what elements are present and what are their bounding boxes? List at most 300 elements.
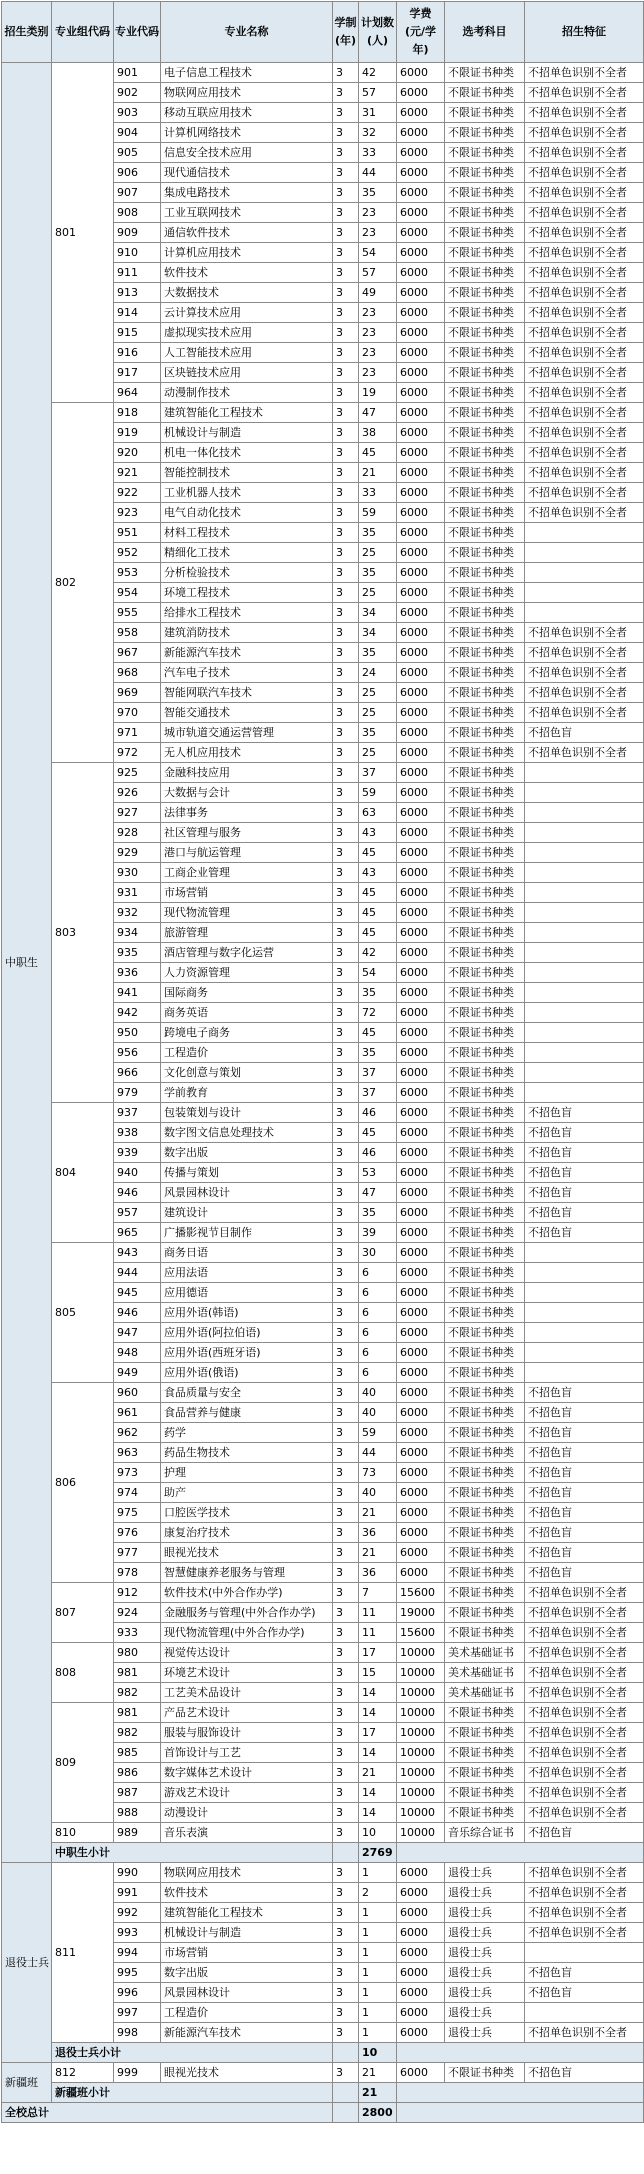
tuition-cell: 6000 — [397, 243, 445, 263]
major-code-cell: 909 — [114, 223, 161, 243]
major-name-cell: 区块链技术应用 — [161, 363, 333, 383]
major-name-cell: 城市轨道交通运营管理 — [161, 723, 333, 743]
major-name-cell: 国际商务 — [161, 983, 333, 1003]
major-code-cell: 968 — [114, 663, 161, 683]
feature-cell: 不招色盲 — [525, 1563, 644, 1583]
plan-count-cell: 25 — [359, 543, 397, 563]
major-code-cell: 905 — [114, 143, 161, 163]
plan-count-cell: 47 — [359, 403, 397, 423]
duration-cell: 3 — [333, 203, 359, 223]
plan-count-cell: 14 — [359, 1683, 397, 1703]
plan-count-cell: 1 — [359, 1903, 397, 1923]
major-name-cell: 应用德语 — [161, 1283, 333, 1303]
tuition-cell: 6000 — [397, 1563, 445, 1583]
subject-cell: 不限证书种类 — [445, 483, 525, 503]
major-code-cell: 902 — [114, 83, 161, 103]
major-name-cell: 应用外语(阿拉伯语) — [161, 1323, 333, 1343]
major-code-cell: 921 — [114, 463, 161, 483]
tuition-cell: 6000 — [397, 1383, 445, 1403]
plan-count-cell: 6 — [359, 1343, 397, 1363]
plan-count-cell: 35 — [359, 723, 397, 743]
header-feature: 招生特征 — [525, 2, 644, 63]
subject-cell: 不限证书种类 — [445, 703, 525, 723]
feature-cell — [525, 963, 644, 983]
major-code-cell: 907 — [114, 183, 161, 203]
subject-cell: 音乐综合证书 — [445, 1823, 525, 1843]
subject-cell: 不限证书种类 — [445, 403, 525, 423]
total-spacer — [333, 2103, 359, 2123]
plan-count-cell: 44 — [359, 163, 397, 183]
duration-cell: 3 — [333, 1983, 359, 2003]
category-cell: 中职生 — [2, 63, 52, 1863]
tuition-cell: 6000 — [397, 903, 445, 923]
major-code-cell: 930 — [114, 863, 161, 883]
tuition-cell: 6000 — [397, 443, 445, 463]
major-name-cell: 建筑设计 — [161, 1203, 333, 1223]
feature-cell — [525, 2003, 644, 2023]
subject-cell: 不限证书种类 — [445, 463, 525, 483]
duration-cell: 3 — [333, 1543, 359, 1563]
tuition-cell: 6000 — [397, 1523, 445, 1543]
subject-cell: 不限证书种类 — [445, 823, 525, 843]
major-code-cell: 910 — [114, 243, 161, 263]
major-code-cell: 969 — [114, 683, 161, 703]
tuition-cell: 6000 — [397, 203, 445, 223]
tuition-cell: 6000 — [397, 1183, 445, 1203]
duration-cell: 3 — [333, 563, 359, 583]
duration-cell: 3 — [333, 243, 359, 263]
feature-cell: 不招单色识别不全者 — [525, 1643, 644, 1663]
plan-count-cell: 35 — [359, 563, 397, 583]
tuition-cell: 6000 — [397, 563, 445, 583]
plan-count-cell: 35 — [359, 1043, 397, 1063]
plan-count-cell: 6 — [359, 1263, 397, 1283]
plan-count-cell: 57 — [359, 83, 397, 103]
tuition-cell: 6000 — [397, 1963, 445, 1983]
feature-cell: 不招单色识别不全者 — [525, 403, 644, 423]
major-code-cell: 991 — [114, 1883, 161, 1903]
major-name-cell: 新能源汽车技术 — [161, 643, 333, 663]
tuition-cell: 6000 — [397, 1143, 445, 1163]
plan-count-cell: 19 — [359, 383, 397, 403]
subject-cell: 不限证书种类 — [445, 183, 525, 203]
duration-cell: 3 — [333, 883, 359, 903]
tuition-cell: 6000 — [397, 183, 445, 203]
plan-count-cell: 1 — [359, 1863, 397, 1883]
subject-cell: 美术基础证书 — [445, 1643, 525, 1663]
duration-cell: 3 — [333, 1223, 359, 1243]
group-code-cell: 809 — [52, 1703, 114, 1823]
plan-count-cell: 33 — [359, 483, 397, 503]
major-name-cell: 学前教育 — [161, 1083, 333, 1103]
major-name-cell: 人力资源管理 — [161, 963, 333, 983]
tuition-cell: 6000 — [397, 1403, 445, 1423]
major-code-cell: 939 — [114, 1143, 161, 1163]
feature-cell — [525, 843, 644, 863]
tuition-cell: 6000 — [397, 1463, 445, 1483]
duration-cell: 3 — [333, 643, 359, 663]
major-name-cell: 移动互联应用技术 — [161, 103, 333, 123]
feature-cell: 不招单色识别不全者 — [525, 1883, 644, 1903]
duration-cell: 3 — [333, 1303, 359, 1323]
major-code-cell: 986 — [114, 1763, 161, 1783]
major-code-cell: 944 — [114, 1263, 161, 1283]
tuition-cell: 6000 — [397, 923, 445, 943]
feature-cell: 不招色盲 — [525, 1523, 644, 1543]
major-code-cell: 928 — [114, 823, 161, 843]
duration-cell: 3 — [333, 1043, 359, 1063]
subject-cell: 不限证书种类 — [445, 903, 525, 923]
major-code-cell: 965 — [114, 1223, 161, 1243]
subtotal-row — [2, 2083, 644, 2103]
duration-cell: 3 — [333, 463, 359, 483]
major-code-cell: 915 — [114, 323, 161, 343]
subject-cell: 不限证书种类 — [445, 1403, 525, 1423]
major-name-cell: 集成电路技术 — [161, 183, 333, 203]
feature-cell: 不招色盲 — [525, 1823, 644, 1843]
duration-cell: 3 — [333, 223, 359, 243]
feature-cell: 不招色盲 — [525, 1423, 644, 1443]
major-code-cell: 978 — [114, 1563, 161, 1583]
major-code-cell: 929 — [114, 843, 161, 863]
tuition-cell: 6000 — [397, 743, 445, 763]
duration-cell: 3 — [333, 443, 359, 463]
group-code-cell: 803 — [52, 763, 114, 1103]
major-name-cell: 云计算技术应用 — [161, 303, 333, 323]
major-name-cell: 金融科技应用 — [161, 763, 333, 783]
feature-cell: 不招单色识别不全者 — [525, 1923, 644, 1943]
duration-cell: 3 — [333, 1723, 359, 1743]
major-code-cell: 935 — [114, 943, 161, 963]
duration-cell: 3 — [333, 663, 359, 683]
major-name-cell: 应用外语(韩语) — [161, 1303, 333, 1323]
duration-cell: 3 — [333, 703, 359, 723]
major-code-cell: 977 — [114, 1543, 161, 1563]
tuition-cell: 6000 — [397, 1503, 445, 1523]
plan-count-cell: 1 — [359, 1983, 397, 2003]
duration-cell: 3 — [333, 1163, 359, 1183]
duration-cell: 3 — [333, 843, 359, 863]
duration-cell: 3 — [333, 1063, 359, 1083]
header-major-code: 专业代码 — [114, 2, 161, 63]
table-row — [2, 2063, 644, 2083]
major-code-cell: 941 — [114, 983, 161, 1003]
major-name-cell: 首饰设计与工艺 — [161, 1743, 333, 1763]
plan-count-cell: 35 — [359, 523, 397, 543]
major-code-cell: 971 — [114, 723, 161, 743]
feature-cell: 不招单色识别不全者 — [525, 83, 644, 103]
feature-cell — [525, 1083, 644, 1103]
subject-cell: 不限证书种类 — [445, 1303, 525, 1323]
subject-cell: 不限证书种类 — [445, 683, 525, 703]
table-row — [2, 63, 644, 83]
major-code-cell: 946 — [114, 1303, 161, 1323]
plan-count-cell: 33 — [359, 143, 397, 163]
major-name-cell: 旅游管理 — [161, 923, 333, 943]
duration-cell: 3 — [333, 2063, 359, 2083]
tuition-cell: 6000 — [397, 663, 445, 683]
major-name-cell: 智能控制技术 — [161, 463, 333, 483]
header-group-code: 专业组代码 — [52, 2, 114, 63]
duration-cell: 3 — [333, 1123, 359, 1143]
subject-cell: 不限证书种类 — [445, 1263, 525, 1283]
subtotal-label: 退役士兵小计 — [52, 2043, 333, 2063]
subject-cell: 不限证书种类 — [445, 2063, 525, 2083]
tuition-cell: 19000 — [397, 1603, 445, 1623]
tuition-cell: 6000 — [397, 1203, 445, 1223]
plan-count-cell: 14 — [359, 1743, 397, 1763]
plan-count-cell: 45 — [359, 1023, 397, 1043]
feature-cell — [525, 983, 644, 1003]
major-code-cell: 932 — [114, 903, 161, 923]
duration-cell: 3 — [333, 1623, 359, 1643]
subject-cell: 不限证书种类 — [445, 963, 525, 983]
major-code-cell: 901 — [114, 63, 161, 83]
subject-cell: 不限证书种类 — [445, 1163, 525, 1183]
subject-cell: 不限证书种类 — [445, 603, 525, 623]
duration-cell: 3 — [333, 1483, 359, 1503]
plan-count-cell: 40 — [359, 1483, 397, 1503]
major-code-cell: 964 — [114, 383, 161, 403]
subject-cell: 不限证书种类 — [445, 1383, 525, 1403]
major-name-cell: 通信软件技术 — [161, 223, 333, 243]
major-code-cell: 954 — [114, 583, 161, 603]
plan-count-cell: 43 — [359, 863, 397, 883]
major-name-cell: 药学 — [161, 1423, 333, 1443]
subject-cell: 不限证书种类 — [445, 83, 525, 103]
major-code-cell: 985 — [114, 1743, 161, 1763]
major-code-cell: 987 — [114, 1783, 161, 1803]
plan-count-cell: 23 — [359, 323, 397, 343]
major-name-cell: 服装与服饰设计 — [161, 1723, 333, 1743]
major-name-cell: 护理 — [161, 1463, 333, 1483]
subtotal-filler — [397, 2083, 644, 2103]
subject-cell: 不限证书种类 — [445, 783, 525, 803]
plan-count-cell: 37 — [359, 1063, 397, 1083]
plan-count-cell: 54 — [359, 963, 397, 983]
plan-count-cell: 35 — [359, 643, 397, 663]
feature-cell: 不招单色识别不全者 — [525, 483, 644, 503]
plan-count-cell: 11 — [359, 1623, 397, 1643]
feature-cell: 不招单色识别不全者 — [525, 503, 644, 523]
plan-count-cell: 59 — [359, 503, 397, 523]
major-code-cell: 989 — [114, 1823, 161, 1843]
feature-cell: 不招单色识别不全者 — [525, 203, 644, 223]
subject-cell: 不限证书种类 — [445, 503, 525, 523]
feature-cell: 不招单色识别不全者 — [525, 303, 644, 323]
plan-count-cell: 54 — [359, 243, 397, 263]
feature-cell: 不招单色识别不全者 — [525, 423, 644, 443]
major-name-cell: 商务英语 — [161, 1003, 333, 1023]
tuition-cell: 6000 — [397, 1543, 445, 1563]
subtotal-filler — [397, 1843, 644, 1863]
major-name-cell: 现代物流管理 — [161, 903, 333, 923]
duration-cell: 3 — [333, 963, 359, 983]
major-name-cell: 工艺美术品设计 — [161, 1683, 333, 1703]
major-code-cell: 975 — [114, 1503, 161, 1523]
major-code-cell: 956 — [114, 1043, 161, 1063]
duration-cell: 3 — [333, 1183, 359, 1203]
tuition-cell: 6000 — [397, 623, 445, 643]
plan-count-cell: 37 — [359, 763, 397, 783]
major-name-cell: 食品质量与安全 — [161, 1383, 333, 1403]
tuition-cell: 6000 — [397, 103, 445, 123]
major-code-cell: 970 — [114, 703, 161, 723]
major-name-cell: 视觉传达设计 — [161, 1643, 333, 1663]
major-name-cell: 口腔医学技术 — [161, 1503, 333, 1523]
duration-cell: 3 — [333, 1023, 359, 1043]
feature-cell — [525, 583, 644, 603]
major-code-cell: 994 — [114, 1943, 161, 1963]
duration-cell: 3 — [333, 123, 359, 143]
subject-cell: 不限证书种类 — [445, 1143, 525, 1163]
tuition-cell: 6000 — [397, 643, 445, 663]
duration-cell: 3 — [333, 1763, 359, 1783]
feature-cell: 不招单色识别不全者 — [525, 123, 644, 143]
tuition-cell: 6000 — [397, 1983, 445, 2003]
subject-cell: 不限证书种类 — [445, 383, 525, 403]
subject-cell: 不限证书种类 — [445, 1443, 525, 1463]
tuition-cell: 6000 — [397, 1483, 445, 1503]
feature-cell: 不招单色识别不全者 — [525, 683, 644, 703]
feature-cell: 不招单色识别不全者 — [525, 343, 644, 363]
tuition-cell: 6000 — [397, 823, 445, 843]
subject-cell: 不限证书种类 — [445, 63, 525, 83]
tuition-cell: 6000 — [397, 783, 445, 803]
major-code-cell: 936 — [114, 963, 161, 983]
feature-cell: 不招单色识别不全者 — [525, 263, 644, 283]
major-code-cell: 908 — [114, 203, 161, 223]
plan-count-cell: 15 — [359, 1663, 397, 1683]
plan-count-cell: 45 — [359, 923, 397, 943]
duration-cell: 3 — [333, 1403, 359, 1423]
major-name-cell: 大数据技术 — [161, 283, 333, 303]
major-code-cell: 938 — [114, 1123, 161, 1143]
feature-cell — [525, 923, 644, 943]
major-name-cell: 港口与航运管理 — [161, 843, 333, 863]
category-cell: 新疆班 — [2, 2063, 52, 2103]
feature-cell: 不招单色识别不全者 — [525, 163, 644, 183]
feature-cell: 不招单色识别不全者 — [525, 243, 644, 263]
subject-cell: 不限证书种类 — [445, 1623, 525, 1643]
plan-count-cell: 7 — [359, 1583, 397, 1603]
feature-cell — [525, 1343, 644, 1363]
major-code-cell: 980 — [114, 1643, 161, 1663]
group-code-cell: 806 — [52, 1383, 114, 1583]
major-name-cell: 工业互联网技术 — [161, 203, 333, 223]
tuition-cell: 6000 — [397, 1283, 445, 1303]
subject-cell: 不限证书种类 — [445, 1343, 525, 1363]
major-code-cell: 999 — [114, 2063, 161, 2083]
major-code-cell: 947 — [114, 1323, 161, 1343]
subject-cell: 不限证书种类 — [445, 563, 525, 583]
major-name-cell: 机械设计与制造 — [161, 1923, 333, 1943]
subject-cell: 不限证书种类 — [445, 1423, 525, 1443]
tuition-cell: 6000 — [397, 2063, 445, 2083]
duration-cell: 3 — [333, 83, 359, 103]
table-row — [2, 763, 644, 783]
subject-cell: 退役士兵 — [445, 1903, 525, 1923]
major-code-cell: 945 — [114, 1283, 161, 1303]
duration-cell: 3 — [333, 1803, 359, 1823]
tuition-cell: 6000 — [397, 1003, 445, 1023]
duration-cell: 3 — [333, 263, 359, 283]
plan-count-cell: 39 — [359, 1223, 397, 1243]
duration-cell: 3 — [333, 363, 359, 383]
subject-cell: 不限证书种类 — [445, 363, 525, 383]
feature-cell: 不招色盲 — [525, 1143, 644, 1163]
tuition-cell: 6000 — [397, 403, 445, 423]
subject-cell: 不限证书种类 — [445, 1363, 525, 1383]
tuition-cell: 6000 — [397, 1883, 445, 1903]
feature-cell: 不招单色识别不全者 — [525, 663, 644, 683]
duration-cell: 3 — [333, 903, 359, 923]
tuition-cell: 6000 — [397, 123, 445, 143]
group-code-cell: 804 — [52, 1103, 114, 1243]
feature-cell — [525, 823, 644, 843]
feature-cell — [525, 1303, 644, 1323]
table-row — [2, 1383, 644, 1403]
major-code-cell: 931 — [114, 883, 161, 903]
subject-cell: 不限证书种类 — [445, 1723, 525, 1743]
feature-cell: 不招单色识别不全者 — [525, 743, 644, 763]
feature-cell — [525, 1023, 644, 1043]
plan-count-cell: 1 — [359, 1943, 397, 1963]
duration-cell: 3 — [333, 943, 359, 963]
major-name-cell: 建筑消防技术 — [161, 623, 333, 643]
feature-cell: 不招单色识别不全者 — [525, 443, 644, 463]
duration-cell: 3 — [333, 2023, 359, 2043]
subject-cell: 不限证书种类 — [445, 203, 525, 223]
major-name-cell: 市场营销 — [161, 1943, 333, 1963]
tuition-cell: 6000 — [397, 703, 445, 723]
duration-cell: 3 — [333, 323, 359, 343]
tuition-cell: 6000 — [397, 2023, 445, 2043]
group-code-cell: 812 — [52, 2063, 114, 2083]
subject-cell: 不限证书种类 — [445, 1763, 525, 1783]
plan-count-cell: 10 — [359, 1823, 397, 1843]
table-row — [2, 1823, 644, 1843]
plan-count-cell: 25 — [359, 743, 397, 763]
tuition-cell: 6000 — [397, 1223, 445, 1243]
feature-cell: 不招单色识别不全者 — [525, 1583, 644, 1603]
major-name-cell: 大数据与会计 — [161, 783, 333, 803]
plan-count-cell: 2 — [359, 1883, 397, 1903]
subject-cell: 退役士兵 — [445, 1943, 525, 1963]
duration-cell: 3 — [333, 1963, 359, 1983]
major-name-cell: 汽车电子技术 — [161, 663, 333, 683]
duration-cell: 3 — [333, 1423, 359, 1443]
duration-cell: 3 — [333, 1883, 359, 1903]
major-name-cell: 电子信息工程技术 — [161, 63, 333, 83]
feature-cell: 不招色盲 — [525, 1223, 644, 1243]
tuition-cell: 10000 — [397, 1663, 445, 1683]
tuition-cell: 6000 — [397, 1423, 445, 1443]
subject-cell: 不限证书种类 — [445, 1463, 525, 1483]
subject-cell: 不限证书种类 — [445, 143, 525, 163]
duration-cell: 3 — [333, 1243, 359, 1263]
feature-cell: 不招单色识别不全者 — [525, 283, 644, 303]
plan-count-cell: 59 — [359, 783, 397, 803]
major-name-cell: 数字图文信息处理技术 — [161, 1123, 333, 1143]
major-code-cell: 913 — [114, 283, 161, 303]
subject-cell: 退役士兵 — [445, 1863, 525, 1883]
duration-cell: 3 — [333, 1443, 359, 1463]
major-name-cell: 眼视光技术 — [161, 1543, 333, 1563]
tuition-cell: 6000 — [397, 843, 445, 863]
major-code-cell: 981 — [114, 1703, 161, 1723]
header-category: 招生类别 — [2, 2, 52, 63]
